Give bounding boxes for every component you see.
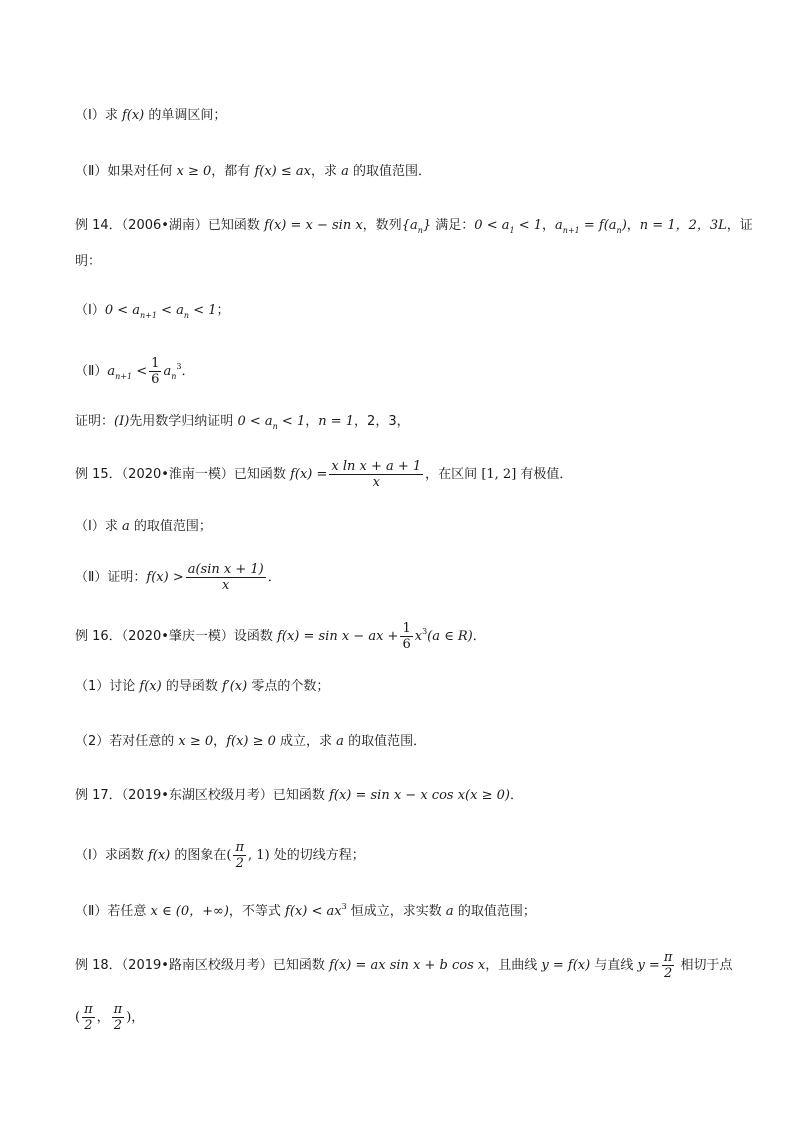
example-17-heading: 例 17．（2019•东湖区校级月考）已知函数 f(x) = sin x − x cos x(x ≥ 0)． — [75, 788, 523, 803]
example-15-part-1: （Ⅰ）求 a 的取值范围； — [75, 519, 212, 534]
example-14-heading: 例 14．（2006•湖南）已知函数 f(x) = x − sin x，数列$\{a_n\}$ 满足：$0 < a_1 < 1$，$a_{n+1} = f(a_n)$，n = 1，2，3L，证 — [75, 218, 753, 235]
example-16-heading: 例 16．（2020•肇庆一模）设函数 f(x) = sin x − ax + $\frac{1}{6}$ $x^3(a$ ∈ R)． — [75, 621, 486, 652]
question-part-2: （Ⅱ）如果对任何 x ≥ 0，都有 f(x) ≤ ax，求 a 的取值范围． — [75, 164, 432, 179]
fraction: $\frac{\text{a(sin x + 1)}}{x}$ — [187, 562, 264, 593]
example-17-part-2: （Ⅱ）若任意 x ∈ (0，+∞)，不等式 $f(x) < ax^3$ 恒成立，求实数 a 的取值范围； — [75, 902, 536, 919]
math-expr: f(x) — [121, 108, 145, 123]
example-14-part-2: $(Ⅱ)a_{n+1}$ < $\frac{1}{6}$ $a_n^3$． — [75, 356, 195, 387]
example-15-part-2: （Ⅱ）证明：f(x) > $\frac{\text{a(sin x + 1)}}{x}$ ． — [75, 562, 281, 593]
example-17-part-1: （Ⅰ）求函数 f(x) 的图象在( $\frac{\pi}{2}$ , 1) 处的切线方程； — [75, 840, 365, 871]
math-expr: f(x) = x − sin x — [264, 218, 363, 233]
question-part-1: （Ⅰ）求 f(x) 的单调区间； — [75, 108, 227, 123]
fraction: $\frac{\pi}{2}$ — [113, 1002, 123, 1033]
example-14-heading-cont: 明： — [75, 254, 102, 269]
fraction: $\frac{\pi}{2}$ — [84, 1002, 93, 1033]
example-16-part-2: （2）若对任意的 x ≥ 0，f(x) ≥ 0 成立，求 a 的取值范围． — [75, 734, 427, 749]
example-16-part-1: （1）讨论 f(x) 的导函数 f′(x) 零点的个数； — [75, 679, 330, 694]
example-14-part-1: （Ⅰ）0 < $a_{n+1} < a_n < 1$； — [75, 303, 230, 320]
math-expr: a — [341, 164, 349, 179]
proof-start: 证明：(I)先用数学归纳证明 $0 < a_n < 1$，n = 1，2，3， — [75, 414, 410, 431]
math-expr: f(x) ≤ ax — [254, 164, 311, 179]
example-15-heading: 例 15．（2020•淮南一模）已知函数 f(x) = $\frac{\text{x ln x + a + 1}}{x}$ ，在区间 [1, 2] 有极值． — [75, 459, 573, 490]
math-expr: x ≥ 0 — [176, 164, 212, 179]
fraction: $\frac{1}{6}$ — [402, 621, 411, 652]
fraction: $\frac{\text{x ln x + a + 1}}{x}$ — [331, 459, 422, 490]
fraction: $\frac{\pi}{2}$ — [663, 950, 673, 981]
example-18-heading-cont: ( $\frac{\pi}{2}$ ， $\frac{\pi}{2}$ )， — [75, 1002, 145, 1033]
example-18-heading: 例 18．（2019•路南区校级月考）已知函数 f(x) = ax sin x + b cos x，且曲线 y = f(x) 与直线 y = $\frac{\pi}{2}$ 相切于点 — [75, 950, 733, 981]
fraction: $\frac{\pi}{2}$ — [235, 840, 245, 871]
fraction: $\frac{1}{6}$ — [151, 356, 160, 387]
